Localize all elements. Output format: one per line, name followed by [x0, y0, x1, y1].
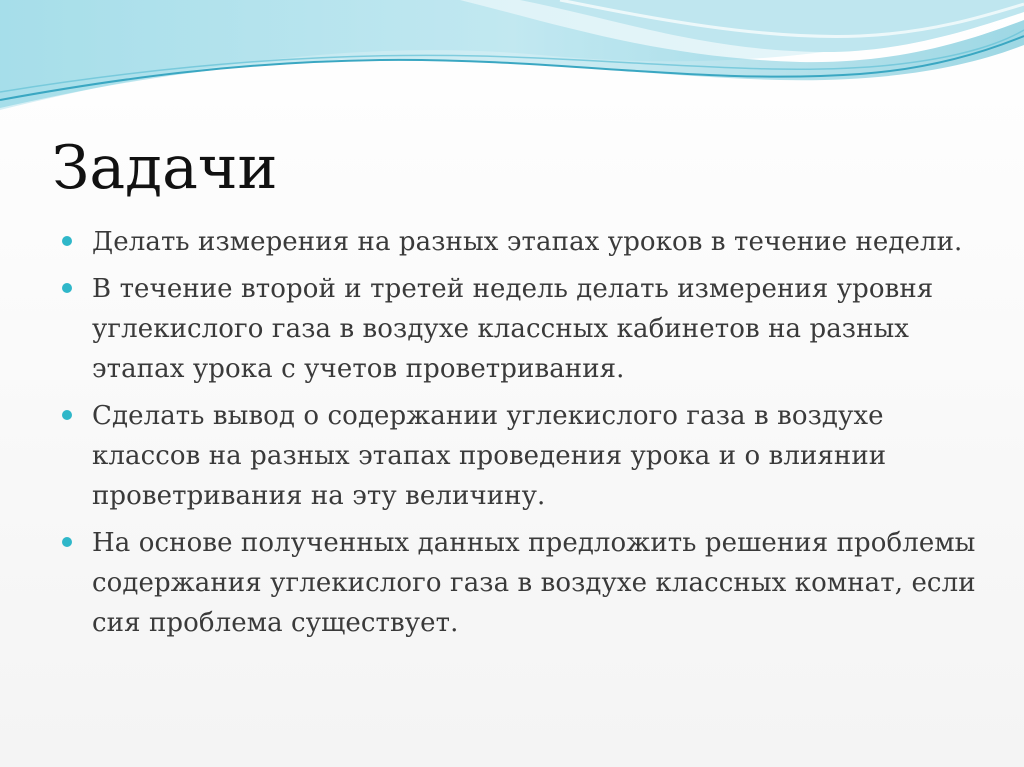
bullet-icon: [62, 236, 72, 246]
list-item: [62, 269, 982, 389]
bullet-text: Сделать вывод о содержании углекислого газа в воздухе классов на разных этапах проведения урока и о влиянии проветривания на эту величину.: [92, 401, 887, 511]
list-item: [62, 396, 982, 516]
bullet-list: [62, 222, 982, 650]
bullet-text: В течение второй и третей недель делать измерения уровня углекислого газа в воздухе классных кабинетов на разных этапах урока с учетов проветривания.: [92, 274, 934, 384]
bullet-icon: [62, 410, 72, 420]
bullet-icon: [62, 537, 72, 547]
bullet-icon: [62, 283, 72, 293]
bullet-text: Делать измерения на разных этапах уроков в течение недели.: [92, 227, 963, 257]
bullet-text: На основе полученных данных предложить решения проблемы содержания углекислого газа в воздухе классных комнат, если сия проблема существует.: [92, 528, 976, 638]
list-item: [62, 523, 982, 643]
list-item: [62, 222, 982, 262]
slide-title: Задачи: [52, 133, 278, 203]
header-wave-decoration: [0, 0, 1024, 140]
